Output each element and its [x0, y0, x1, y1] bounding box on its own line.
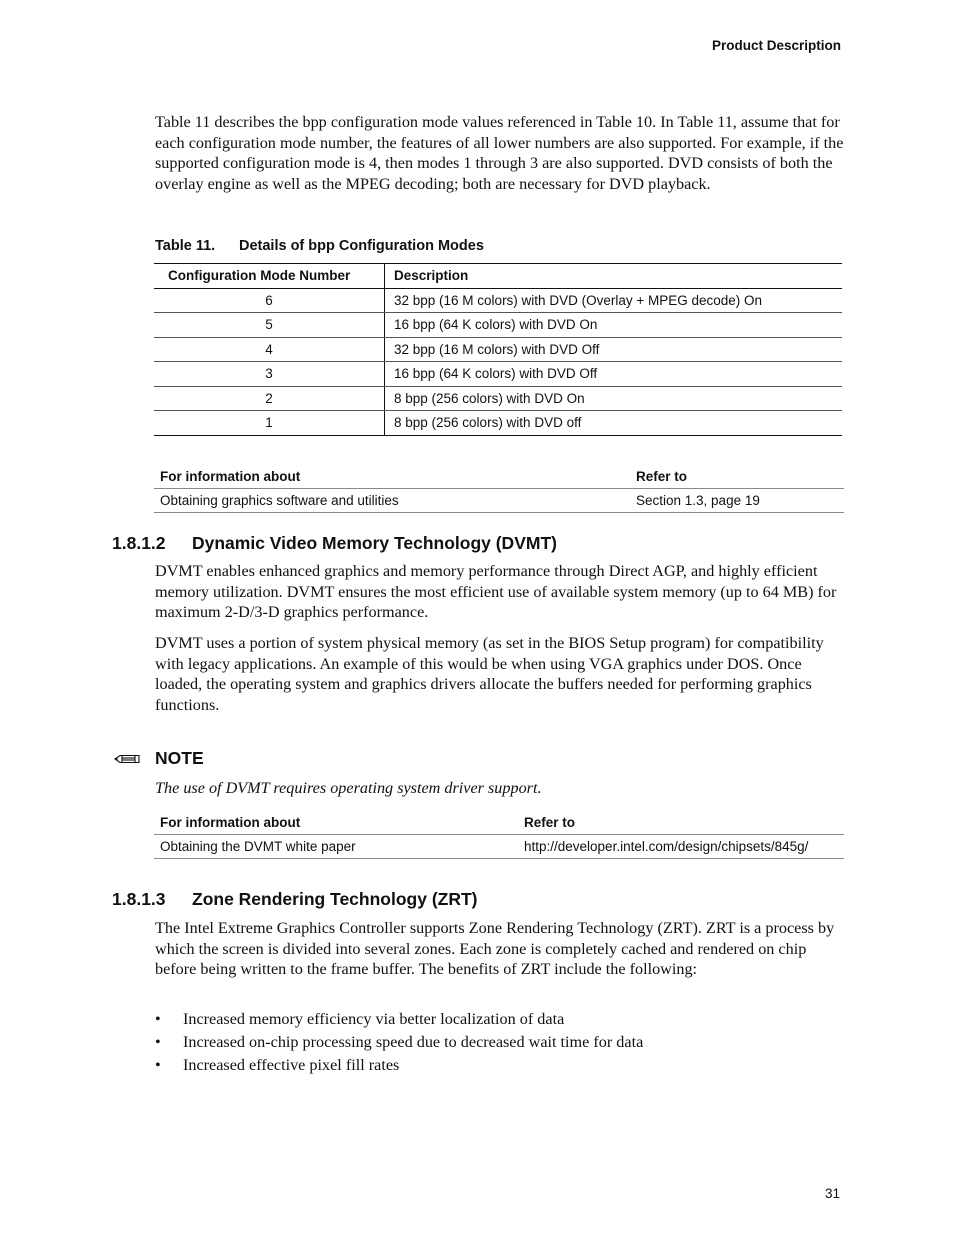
- table-row: [154, 386, 842, 411]
- list-item-text: Increased on-chip processing speed due to decreased wait time for data: [183, 1033, 644, 1051]
- reference-target: Section 1.3, page 19: [630, 489, 844, 513]
- mode-cell: 4: [154, 337, 385, 362]
- mode-cell: 1: [154, 411, 385, 436]
- list-item-text: Increased effective pixel fill rates: [183, 1056, 400, 1074]
- list-item-text: Increased memory efficiency via better localization of data: [183, 1010, 565, 1028]
- section-title: Dynamic Video Memory Technology (DVMT): [192, 533, 557, 553]
- table-row: [154, 288, 842, 313]
- mode-cell: 6: [154, 288, 385, 313]
- column-header-description: Description: [385, 264, 843, 289]
- table-row: [154, 362, 842, 387]
- description-cell: 32 bpp (16 M colors) with DVD (Overlay + MPEG decode) On: [385, 288, 843, 313]
- bullet-icon: •: [155, 1056, 161, 1074]
- table-row: [154, 411, 842, 436]
- description-cell: 8 bpp (256 colors) with DVD off: [385, 411, 843, 436]
- dvmt-paragraph-2: DVMT uses a portion of system physical memory (as set in the BIOS Setup program) for compatibility with legacy applications. An example of this would be when using VGA graphics under DOS. Once loaded, the operating system and graphics drivers allocate the buffers needed for performing graphics functions.: [155, 634, 824, 714]
- pencil-icon: [113, 749, 143, 769]
- description-cell: 16 bpp (64 K colors) with DVD Off: [385, 362, 843, 387]
- dvmt-paragraph-1: DVMT enables enhanced graphics and memory performance through Direct AGP, and highly efficient memory utilization. DVMT ensures the most efficient use of available system memory (up to 64 MB) for maximum 2-D/3-D graphics performance.: [155, 562, 837, 621]
- reference-row: [154, 489, 844, 513]
- list-item: [155, 1055, 643, 1078]
- bullet-icon: •: [155, 1033, 161, 1051]
- list-item: [155, 1032, 643, 1055]
- section-heading-dvmt: [112, 533, 557, 554]
- reference-topic: Obtaining graphics software and utilities: [154, 489, 630, 513]
- reference-row: [154, 835, 844, 859]
- zrt-paragraph: The Intel Extreme Graphics Controller supports Zone Rendering Technology (ZRT). ZRT is a process by which the screen is divided into several zones. Each zone is completely cached and rendered on chip before being written to the frame buffer. The benefits of ZRT include the following:: [155, 919, 835, 978]
- table-caption: [155, 238, 484, 254]
- note-text: The use of DVMT requires operating system driver support.: [155, 779, 542, 797]
- section-heading-zrt: [112, 889, 478, 910]
- section-title: Zone Rendering Technology (ZRT): [192, 889, 478, 909]
- table-row: [154, 313, 842, 338]
- list-item: [155, 1009, 643, 1032]
- column-header-mode: Configuration Mode Number: [154, 264, 385, 289]
- reference-header-topic: For information about: [154, 465, 630, 489]
- bullet-icon: •: [155, 1010, 161, 1028]
- table-header-row: [154, 264, 842, 289]
- description-cell: 32 bpp (16 M colors) with DVD Off: [385, 337, 843, 362]
- table-caption-number: Table 11.: [155, 238, 216, 254]
- reference-table-dvmt: [154, 811, 844, 859]
- reference-link[interactable]: http://developer.intel.com/design/chipsets/845g/: [518, 835, 844, 859]
- section-number: 1.8.1.2: [112, 533, 166, 553]
- reference-header-row: [154, 811, 844, 835]
- note-title: NOTE: [155, 748, 204, 768]
- zrt-benefits-list: [155, 1009, 643, 1078]
- mode-cell: 5: [154, 313, 385, 338]
- reference-header-row: [154, 465, 844, 489]
- intro-paragraph: Table 11 describes the bpp configuration mode values referenced in Table 10. In Table 11, assume that for each configuration mode number, the features of all lower numbers are also supported. For example, if the supported configuration mode is 4, then modes 1 through 3 are also supported. DVD consists of both the overlay engine as well as the MPEG decoding; both are necessary for DVD playback.: [155, 113, 844, 193]
- table-row: [154, 337, 842, 362]
- page-number: 31: [824, 1186, 840, 1201]
- reference-header-refer: Refer to: [518, 811, 844, 835]
- running-header: Product Description: [711, 38, 841, 53]
- mode-cell: 3: [154, 362, 385, 387]
- reference-topic: Obtaining the DVMT white paper: [154, 835, 518, 859]
- reference-header-topic: For information about: [154, 811, 518, 835]
- reference-table-graphics: [154, 465, 844, 513]
- bpp-config-table: [154, 263, 842, 436]
- mode-cell: 2: [154, 386, 385, 411]
- section-number: 1.8.1.3: [112, 889, 166, 909]
- reference-header-refer: Refer to: [630, 465, 844, 489]
- note-heading: [113, 748, 204, 769]
- description-cell: 16 bpp (64 K colors) with DVD On: [385, 313, 843, 338]
- description-cell: 8 bpp (256 colors) with DVD On: [385, 386, 843, 411]
- table-caption-title: Details of bpp Configuration Modes: [239, 238, 484, 254]
